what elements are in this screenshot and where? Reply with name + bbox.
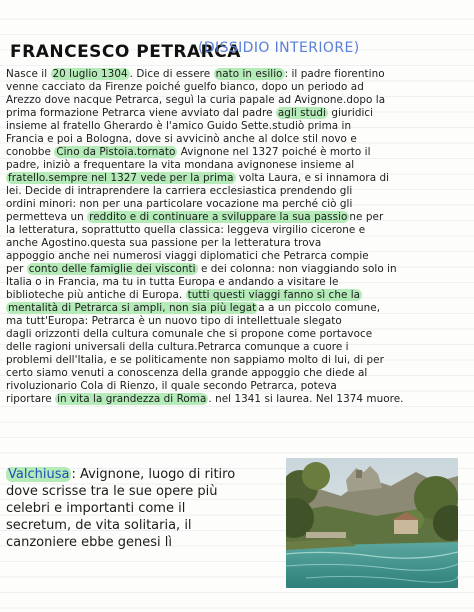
page-subtitle: (DISSIDIO INTERIORE)	[198, 40, 360, 56]
text-line	[6, 237, 469, 250]
text-segment: canzoniere ebbe genesi lì	[6, 535, 173, 550]
text-segment: rivoluzionario Cola di Rienzo, il quale secondo Petrarca, poteva	[6, 380, 337, 392]
text-line	[6, 302, 469, 315]
text-segment: Avignone nel 1327 poiché è morto il	[177, 146, 371, 158]
text-line	[6, 146, 469, 159]
text-line	[6, 211, 469, 224]
highlighted-text: agli studi	[277, 107, 326, 119]
text-segment: prima formazione Petrarca viene avviato dal padre	[6, 107, 276, 119]
text-segment: . Dice di essere	[129, 68, 214, 80]
text-segment: biblioteche più antiche di Europa.	[6, 289, 186, 301]
text-segment: secretum, de vita solitaria, il	[6, 518, 192, 533]
text-segment: a a un piccolo comune,	[258, 302, 381, 314]
highlighted-text: 20 luglio 1304	[52, 68, 128, 80]
header	[6, 38, 470, 64]
text-segment: Italia o in Francia, ma tu in tutta Europa e andando a visitare le	[6, 276, 339, 288]
highlighted-text: Cino da Pistoia.tornato	[56, 146, 176, 158]
note-line	[6, 483, 276, 500]
text-line	[6, 393, 469, 406]
highlighted-text: tutti questi viaggi fanno sì che la	[187, 289, 361, 301]
text-segment: ordini minori: non per una particolare vocazione ma perché ciò gli	[6, 198, 353, 210]
text-line	[6, 159, 469, 172]
text-line	[6, 263, 469, 276]
note-line	[6, 500, 276, 517]
text-segment: problemi dell'Italia, e se politicamente non sappiamo molto di lui, di per	[6, 354, 384, 366]
text-segment: riportare	[6, 393, 56, 405]
text-segment: lei. Decide di intraprendere la carriera ecclesiastica prendendo gli	[6, 185, 353, 197]
highlighted-text: reddito e di continuare a sviluppare la sua passio	[89, 211, 348, 223]
text-segment: la letteratura, soprattutto quella classica: leggeva virgilio cicerone e	[6, 224, 366, 236]
text-segment: conobbe	[6, 146, 55, 158]
note-line	[6, 534, 276, 551]
text-line	[6, 328, 469, 341]
text-segment: dagli orizzonti della cultura comunale che si propone come portavoce	[6, 328, 373, 340]
text-line	[6, 289, 469, 302]
text-segment: per	[6, 263, 27, 275]
note-line	[6, 466, 276, 483]
text-line	[6, 224, 469, 237]
highlighted-text: conto delle famiglie dei visconti	[28, 263, 196, 275]
note-line	[6, 517, 276, 534]
text-segment: . nel 1341 si laurea. Nel 1374 muore.	[208, 393, 404, 405]
text-line	[6, 68, 469, 81]
text-line	[6, 120, 469, 133]
text-segment: giuridici	[327, 107, 374, 119]
text-segment: padre, iniziò a frequentare la vita mondana avignonese insieme al	[6, 159, 355, 171]
text-segment: Francia e poi a Bologna, dove si avvicinò anche al dolce stil novo e	[6, 133, 357, 145]
landscape-image	[286, 458, 458, 588]
text-segment: volta Laura, e si innamora di	[235, 172, 390, 184]
valchiusa-photo	[286, 458, 458, 588]
text-line	[6, 133, 469, 146]
text-segment: e dei colonna: non viaggiando solo in	[197, 263, 397, 275]
keyword-highlight: Valchiusa	[8, 467, 70, 482]
text-segment: ne per	[349, 211, 384, 223]
text-line	[6, 107, 469, 120]
highlighted-text: in vita la grandezza di Roma	[57, 393, 207, 405]
text-line	[6, 367, 469, 380]
text-segment: : il padre fiorentino	[284, 68, 385, 80]
page-title: FRANCESCO PETRARCA	[10, 42, 241, 62]
text-line	[6, 354, 469, 367]
highlighted-text: mentalità di Petrarca si ampli, non sia più legat	[8, 302, 257, 314]
text-line	[6, 198, 469, 211]
text-segment: venne cacciato da Firenze poiché guelfo bianco, dopo un periodo ad	[6, 81, 364, 93]
text-segment: celebri e importanti come il	[6, 501, 186, 516]
text-line	[6, 172, 469, 185]
highlighted-text: fratello.sempre nel 1327 vede per la prima	[8, 172, 234, 184]
highlighted-text: nato in esilio	[215, 68, 283, 80]
valchiusa-note	[6, 466, 276, 551]
text-segment: permetteva un	[6, 211, 88, 223]
text-segment: Arezzo dove nacque Petrarca, seguì la curia papale ad Avignone.dopo la	[6, 94, 386, 106]
text-segment: appoggio anche nei numerosi viaggi diplomatici che Petrarca compie	[6, 250, 369, 262]
text-segment: ma tutt'Europa: Petrarca è un nuovo tipo di intellettuale slegato	[6, 315, 342, 327]
text-segment: delle ragioni universali della cultura.Petrarca comunque a cuore i	[6, 341, 349, 353]
text-segment: certo siamo venuti a conoscenza della grande appoggio che diede al	[6, 367, 368, 379]
text-line	[6, 276, 469, 289]
text-line	[6, 380, 469, 393]
text-line	[6, 94, 469, 107]
text-segment: anche Agostino.questa sua passione per la letteratura trova	[6, 237, 322, 249]
text-segment: insieme al fratello Gherardo è l'amico Guido Sette.studiò prima in	[6, 120, 352, 132]
text-line	[6, 185, 469, 198]
text-line	[6, 315, 469, 328]
text-segment: Nasce il	[6, 68, 51, 80]
text-line	[6, 250, 469, 263]
text-line	[6, 81, 469, 94]
text-segment: dove scrisse tra le sue opere più	[6, 484, 218, 499]
text-line	[6, 341, 469, 354]
biography-text	[6, 68, 469, 406]
text-segment: : Avignone, luogo di ritiro	[71, 467, 236, 482]
